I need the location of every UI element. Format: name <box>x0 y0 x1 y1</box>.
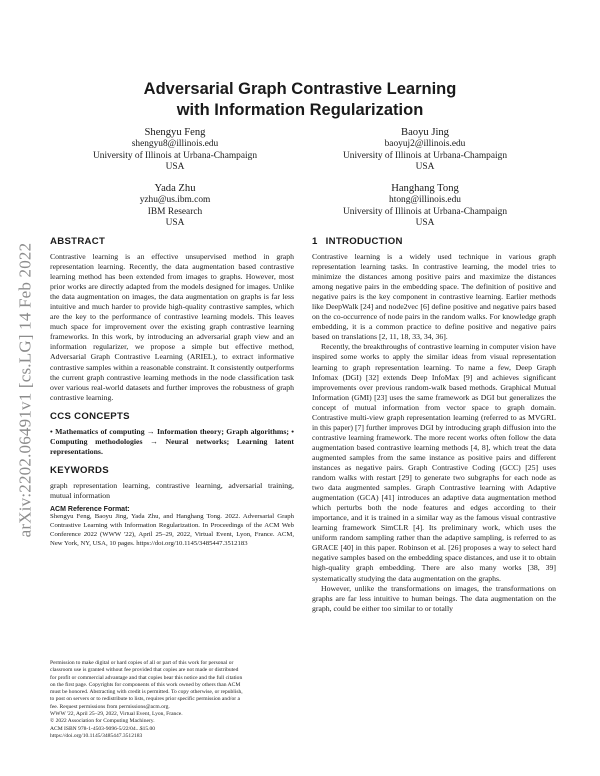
permission-line: must be honored. Abstracting with credit is permitted. To copy otherwise, or republish, <box>50 689 243 696</box>
ccs-section <box>50 411 294 457</box>
author-card <box>50 126 300 174</box>
title-line: Adversarial Graph Contrastive Learning <box>143 80 457 98</box>
ccs-text: • Mathematics of computing → Information theory; Graph algorithms; • Computing methodologies → Neural networks; Learning latent representations. <box>50 426 294 456</box>
author-card <box>50 182 300 230</box>
author-affiliation: University of Illinois at Urbana-Champaign <box>342 150 508 161</box>
abstract-heading: ABSTRACT <box>50 236 106 247</box>
permission-line: to post on servers or to redistribute to lists, requires prior specific permission and/or a <box>50 696 240 703</box>
title-line: with Information Regularization <box>176 101 424 119</box>
author-email: baoyuj2@illinois.edu <box>384 139 466 149</box>
section-number: 1 <box>312 236 318 247</box>
author-name: Baoyu Jing <box>401 127 449 138</box>
author-country: USA <box>415 218 435 229</box>
permission-line: ACM ISBN 978-1-4503-9096-5/22/04...$15.00 <box>50 725 156 732</box>
paper-title <box>50 79 550 121</box>
author-affiliation: University of Illinois at Urbana-Champaign <box>92 150 258 161</box>
intro-paragraph: Recently, the breakthroughs of contrastive learning in computer vision have inspired some works to apply the similar ideas from visual representation learning to graph representation learning. To name a few, Deep Graph Infomax (DGI) [32] extends Deep InfoMax [9] and achieves significant improvements over previous random-walk based methods. Graphical Mutual Information (GMI) [23] uses the same framework as DGI but generalizes the concept of mutual information from vector space to graph domain. Contrastive multi-view graph representation learning (referred to as MVGRL in this paper) [7] further improves DGI by introducing graph diffusion into the contrastive learning framework. The more recent works often follow the data augmentation based contrastive learning methods [4, 8], which treat the data augmented samples from the same instance as positive pairs and different instances as negative pairs. Graph Contrastive Coding (GCC) [25] uses random walks with restart [29] to generate two subgraphs for each node as two data augmented samples. Graph Contrastive learning with Adaptive augmentation (GCA) [41] introduces an adaptive data augmentation method which perturbs both the node features and edges according to their importance, and it is trained in a similar way as the famous visual contrastive learning framework SimCLR [4]. Its preliminary work, which uses the uniform random sampling rather than the adaptive sampling, is referred to as GRACE [40] in this paper. Robinson et al. [26] proposes a way to select hard negative samples based on the embedding space distances, and use it to obtain high-quality graph embedding. There are also many works [38, 39] systematically studying the data augmentation on the graphs. <box>312 342 556 583</box>
author-email: htong@illinois.edu <box>389 195 461 205</box>
permission-line: fee. Request permissions from permissions@acm.org. <box>50 703 170 710</box>
author-name: Yada Zhu <box>154 183 196 194</box>
keywords-section <box>50 465 294 501</box>
right-column <box>312 236 556 614</box>
section-title: INTRODUCTION <box>325 236 403 247</box>
author-country: USA <box>165 162 185 173</box>
permission-line: classroom use is granted without fee provided that copies are not made or distributed <box>50 667 239 674</box>
left-column <box>50 236 294 549</box>
permission-line: on the first page. Copyrights for components of this work owned by others than ACM <box>50 681 241 688</box>
abstract-text: Contrastive learning is an effective unsupervised method in graph representation learning. Recently, the data augmentation based contrastive learning method has been extended from images to graphs. However, most prior works are directly adapted from the models designed for images. Unlike the data augmentation on images, the data augmentation on graphs is far less intuitive and much harder to provide high-quality contrastive samples, which are the key to the performance of contrastive learning models. This leaves much space for improvement over the existing graph contrastive learning frameworks. In this work, by introducing an adversarial graph view and an information regularizer, we propose a simple but effective method, Adversarial Graph Contrastive Learning (ARIEL), to extract informative contrastive samples within a reasonable constraint. It consistently outperforms the current graph contrastive learning methods in the node classification task over various real-world datasets and further improves the robustness of graph contrastive learning. <box>50 252 294 402</box>
acm-reference-text: Shengyu Feng, Baoyu Jing, Yada Zhu, and Hanghang Tong. 2022. Adversarial Graph Contrastive Learning with Information Regularization. In Proceedings of the ACM Web Conference 2022 (WWW '22), April 25–29, 2022, Virtual Event, Lyon, France. ACM, New York, NY, USA, 10 pages. https://doi.org/10.1145/3485447.3512183 <box>50 512 294 547</box>
author-email: yzhu@us.ibm.com <box>139 195 211 205</box>
introduction-heading <box>312 236 556 248</box>
author-country: USA <box>165 218 185 229</box>
intro-paragraph: However, unlike the transformations on images, the transformations on graphs are far less intuitive to human beings. The data augmentation on the graph, could be either too similar to or totally <box>312 583 556 613</box>
arxiv-stamp <box>10 190 40 590</box>
author-affiliation: University of Illinois at Urbana-Champaign <box>342 206 508 217</box>
acm-reference-heading: ACM Reference Format: <box>50 505 130 513</box>
keywords-text: graph representation learning, contrastive learning, adversarial training, mutual information <box>50 480 294 500</box>
author-email: shengyu8@illinois.edu <box>131 139 219 149</box>
permission-notice <box>50 660 294 740</box>
permission-line: Permission to make digital or hard copies of all or part of this work for personal or <box>50 660 234 666</box>
ccs-heading: CCS CONCEPTS <box>50 410 130 422</box>
author-name: Shengyu Feng <box>144 127 206 138</box>
author-card <box>300 126 550 174</box>
intro-paragraph: Contrastive learning is a widely used technique in various graph representation learning tasks. In contrastive learning, the model tries to minimize the distances among positive pairs and maximize the distances among negative pairs in the embedding space. The definition of positive and negative pairs is the key component in contrastive learning. Earlier methods like DeepWalk [24] and node2vec [6] define positive and negative pairs based on the co-occurrence of node pairs in the random walks. For knowledge graph embedding, it is a common practice to define positive and negative pairs based on translations [2, 11, 18, 33, 34, 36]. <box>312 252 556 342</box>
author-card <box>300 182 550 230</box>
keywords-heading: KEYWORDS <box>50 464 109 476</box>
author-country: USA <box>415 162 435 173</box>
author-name: Hanghang Tong <box>391 183 459 194</box>
permission-line: © 2022 Association for Computing Machinery. <box>50 718 155 725</box>
permission-line: WWW '22, April 25–29, 2022, Virtual Event, Lyon, France. <box>50 711 183 718</box>
author-affiliation: IBM Research <box>147 206 203 217</box>
arxiv-stamp-text: arXiv:2202.06491v1 [cs.LG] 14 Feb 2022 <box>15 242 34 538</box>
acm-reference <box>50 506 294 549</box>
permission-line: https://doi.org/10.1145/3485447.3512183 <box>50 732 143 739</box>
permission-line: for profit or commercial advantage and that copies bear this notice and the full citation <box>50 674 243 681</box>
